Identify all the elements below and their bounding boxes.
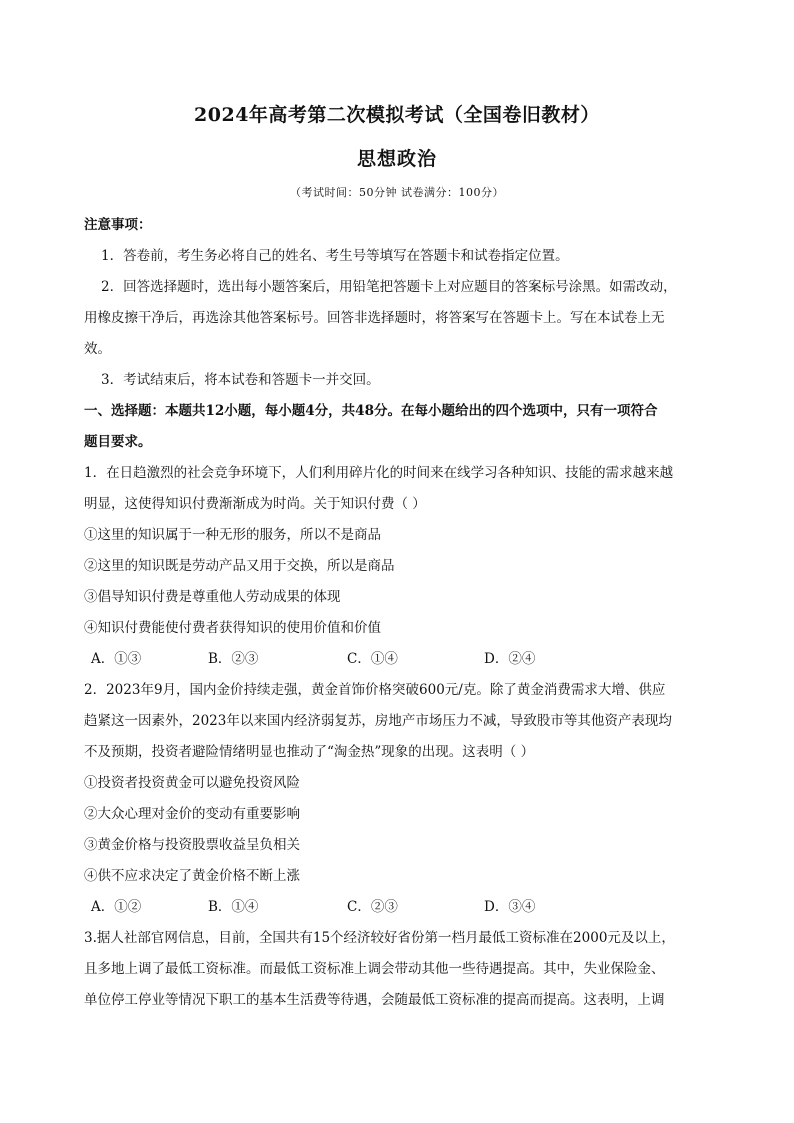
- exam-meta: （考试时间：50分钟 试卷满分：100分）: [290, 186, 504, 199]
- q2-option-a: A．①②: [91, 899, 142, 915]
- q3-stem-line-1: 3.据人社部官网信息，目前，全国共有15个经济较好省份第一档月最低工资标准在2000元及以上，: [84, 930, 675, 946]
- exam-body: [84, 210, 698, 1016]
- q1-option-b: B．②③: [208, 651, 259, 667]
- notice-item-2-line-2: 用橡皮擦干净后，再选涂其他答案标号。回答非选择题时，将答案写在答题卡上。写在本试卷上无: [84, 310, 665, 326]
- q1-stem-line-1: 1．在日趋激烈的社会竞争环境下，人们利用碎片化的时间来在线学习各种知识、技能的需求越来越: [84, 465, 674, 481]
- q1-options: [84, 644, 698, 675]
- q1-statement-2: ②这里的知识既是劳动产品又用于交换，所以是商品: [84, 558, 395, 574]
- notice-item-2-line-1: 2．回答选择题时，选出每小题答案后，用铅笔把答题卡上对应题目的答案标号涂黑。如需改动，: [101, 279, 677, 295]
- q3-stem-line-2: 且多地上调了最低工资标准。而最低工资标准上调会带动其他一些待遇提高。其中，失业保险金、: [84, 961, 665, 977]
- q3-stem-line-3: 单位停工停业等情况下职工的基本生活费等待遇，会随最低工资标准的提高而提高。这表明，上调: [84, 992, 665, 1008]
- q2-statement-2: ②大众心理对金价的变动有重要影响: [84, 806, 300, 822]
- section-1-heading-line-1: 一、选择题：本题共12小题，每小题4分，共48分。在每小题给出的四个选项中，只有一项符合: [84, 403, 658, 419]
- subject-title: 思想政治: [356, 148, 437, 170]
- section-1-heading-line-2: 题目要求。: [84, 434, 152, 450]
- notice-heading: 注意事项：: [84, 217, 152, 233]
- q2-options: [84, 892, 698, 923]
- q1-statement-4: ④知识付费能使付费者获得知识的使用价值和价值: [84, 620, 381, 636]
- notice-item-2-line-3: 效。: [84, 341, 111, 357]
- q2-statement-4: ④供不应求决定了黄金价格不断上涨: [84, 868, 300, 884]
- q2-stem-line-2: 趋紧这一因素外，2023年以来国内经济弱复苏，房地产市场压力不减，导致股市等其他资产表现均: [84, 713, 672, 729]
- q1-statement-3: ③倡导知识付费是尊重他人劳动成果的体现: [84, 589, 341, 605]
- q1-statement-1: ①这里的知识属于一种无形的服务，所以不是商品: [84, 527, 381, 543]
- q1-option-a: A．①③: [91, 651, 142, 667]
- notice-item-3: 3．考试结束后，将本试卷和答题卡一并交回。: [101, 372, 380, 388]
- q1-option-d: D．②④: [484, 651, 536, 667]
- notice-item-1: 1．答卷前，考生务必将自己的姓名、考生号等填写在答题卡和试卷指定位置。: [101, 248, 569, 264]
- q2-statement-1: ①投资者投资黄金可以避免投资风险: [84, 775, 300, 791]
- q2-option-b: B．①④: [208, 899, 259, 915]
- exam-title: 2024年高考第二次模拟考试（全国卷旧教材）: [194, 104, 600, 126]
- q2-stem-line-1: 2．2023年9月，国内金价持续走强，黄金首饰价格突破600元/克。除了黄金消费需求大增、供应: [84, 682, 666, 698]
- q2-option-c: C．②③: [347, 899, 398, 915]
- q1-stem-line-2: 明显，这使得知识付费渐渐成为时尚。关于知识付费（ ）: [84, 496, 426, 512]
- q2-option-d: D．③④: [484, 899, 536, 915]
- q1-option-c: C．①④: [347, 651, 398, 667]
- q2-stem-line-3: 不及预期，投资者避险情绪明显也推动了“淘金热”现象的出现。这表明（ ）: [84, 744, 535, 760]
- q2-statement-3: ③黄金价格与投资股票收益呈负相关: [84, 837, 300, 853]
